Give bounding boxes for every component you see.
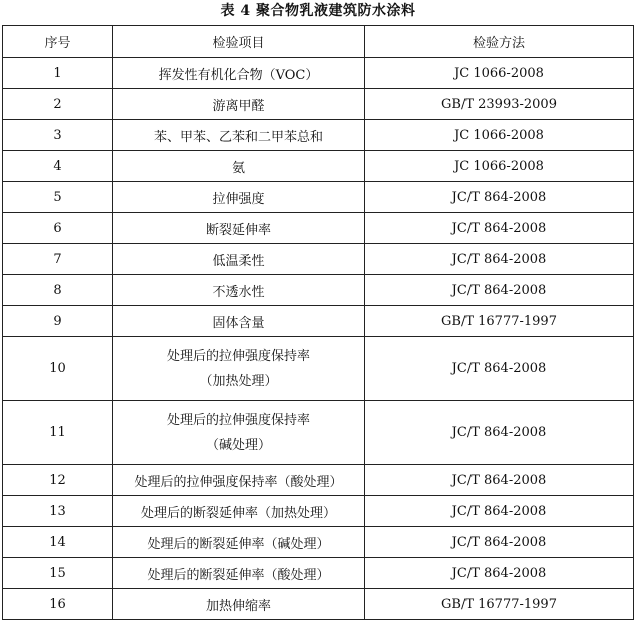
table-row [3, 306, 634, 337]
table-row [3, 337, 634, 401]
table-header-row [3, 26, 634, 58]
cell-test-item [113, 401, 365, 465]
cell-serial-number: 2 [3, 89, 113, 120]
cell-test-item: 处理后的断裂延伸率（酸处理） [113, 558, 365, 589]
cell-test-method: JC/T 864-2008 [365, 244, 634, 275]
cell-test-method: GB/T 23993-2009 [365, 89, 634, 120]
cell-test-item: 苯、甲苯、乙苯和二甲苯总和 [113, 120, 365, 151]
cell-test-method: JC/T 864-2008 [365, 337, 634, 401]
cell-test-item: 氨 [113, 151, 365, 182]
cell-test-method: JC/T 864-2008 [365, 275, 634, 306]
cell-test-method: JC/T 864-2008 [365, 496, 634, 527]
test-item-line-1: 处理后的拉伸强度保持率 [166, 348, 310, 364]
cell-test-method: JC/T 864-2008 [365, 401, 634, 465]
cell-test-method: GB/T 16777-1997 [365, 589, 634, 620]
table-row [3, 527, 634, 558]
cell-test-method: JC 1066-2008 [365, 58, 634, 89]
cell-test-method: JC/T 864-2008 [365, 213, 634, 244]
cell-serial-number: 12 [3, 465, 113, 496]
test-item-line-2: （加热处理） [199, 373, 278, 389]
cell-test-item: 不透水性 [113, 275, 365, 306]
cell-serial-number: 5 [3, 182, 113, 213]
header-test-item: 检验项目 [113, 26, 365, 58]
header-serial-number: 序号 [3, 26, 113, 58]
table-row [3, 401, 634, 465]
table-caption: 表 4 聚合物乳液建筑防水涂料 [220, 3, 416, 19]
cell-serial-number: 15 [3, 558, 113, 589]
cell-serial-number: 16 [3, 589, 113, 620]
cell-test-item: 挥发性有机化合物（VOC） [113, 58, 365, 89]
table-row [3, 89, 634, 120]
table-row [3, 465, 634, 496]
cell-test-method: GB/T 16777-1997 [365, 306, 634, 337]
cell-test-item: 拉伸强度 [113, 182, 365, 213]
cell-serial-number: 11 [3, 401, 113, 465]
cell-serial-number: 8 [3, 275, 113, 306]
cell-test-item: 低温柔性 [113, 244, 365, 275]
table-row [3, 496, 634, 527]
cell-test-method: JC/T 864-2008 [365, 465, 634, 496]
table-row [3, 120, 634, 151]
cell-test-item: 加热伸缩率 [113, 589, 365, 620]
cell-test-item: 处理后的拉伸强度保持率（酸处理） [113, 465, 365, 496]
header-test-method: 检验方法 [365, 26, 634, 58]
cell-test-method: JC 1066-2008 [365, 151, 634, 182]
table-row [3, 182, 634, 213]
cell-serial-number: 14 [3, 527, 113, 558]
cell-serial-number: 3 [3, 120, 113, 151]
table-row [3, 213, 634, 244]
cell-test-item: 处理后的断裂延伸率（碱处理） [113, 527, 365, 558]
cell-test-method: JC 1066-2008 [365, 120, 634, 151]
cell-serial-number: 6 [3, 213, 113, 244]
table-row [3, 151, 634, 182]
cell-serial-number: 9 [3, 306, 113, 337]
cell-test-item: 断裂延伸率 [113, 213, 365, 244]
cell-test-item: 固体含量 [113, 306, 365, 337]
test-item-line-1: 处理后的拉伸强度保持率 [166, 412, 310, 428]
test-item-line-2: （碱处理） [205, 437, 271, 453]
cell-test-item [113, 337, 365, 401]
cell-test-method: JC/T 864-2008 [365, 182, 634, 213]
cell-serial-number: 4 [3, 151, 113, 182]
cell-serial-number: 13 [3, 496, 113, 527]
table-row [3, 244, 634, 275]
table-row [3, 558, 634, 589]
table-row [3, 275, 634, 306]
cell-serial-number: 7 [3, 244, 113, 275]
cell-test-method: JC/T 864-2008 [365, 527, 634, 558]
table-row [3, 58, 634, 89]
cell-serial-number: 10 [3, 337, 113, 401]
cell-test-method: JC/T 864-2008 [365, 558, 634, 589]
test-methods-table [2, 25, 634, 620]
cell-test-item: 游离甲醛 [113, 89, 365, 120]
cell-test-item: 处理后的断裂延伸率（加热处理） [113, 496, 365, 527]
cell-serial-number: 1 [3, 58, 113, 89]
